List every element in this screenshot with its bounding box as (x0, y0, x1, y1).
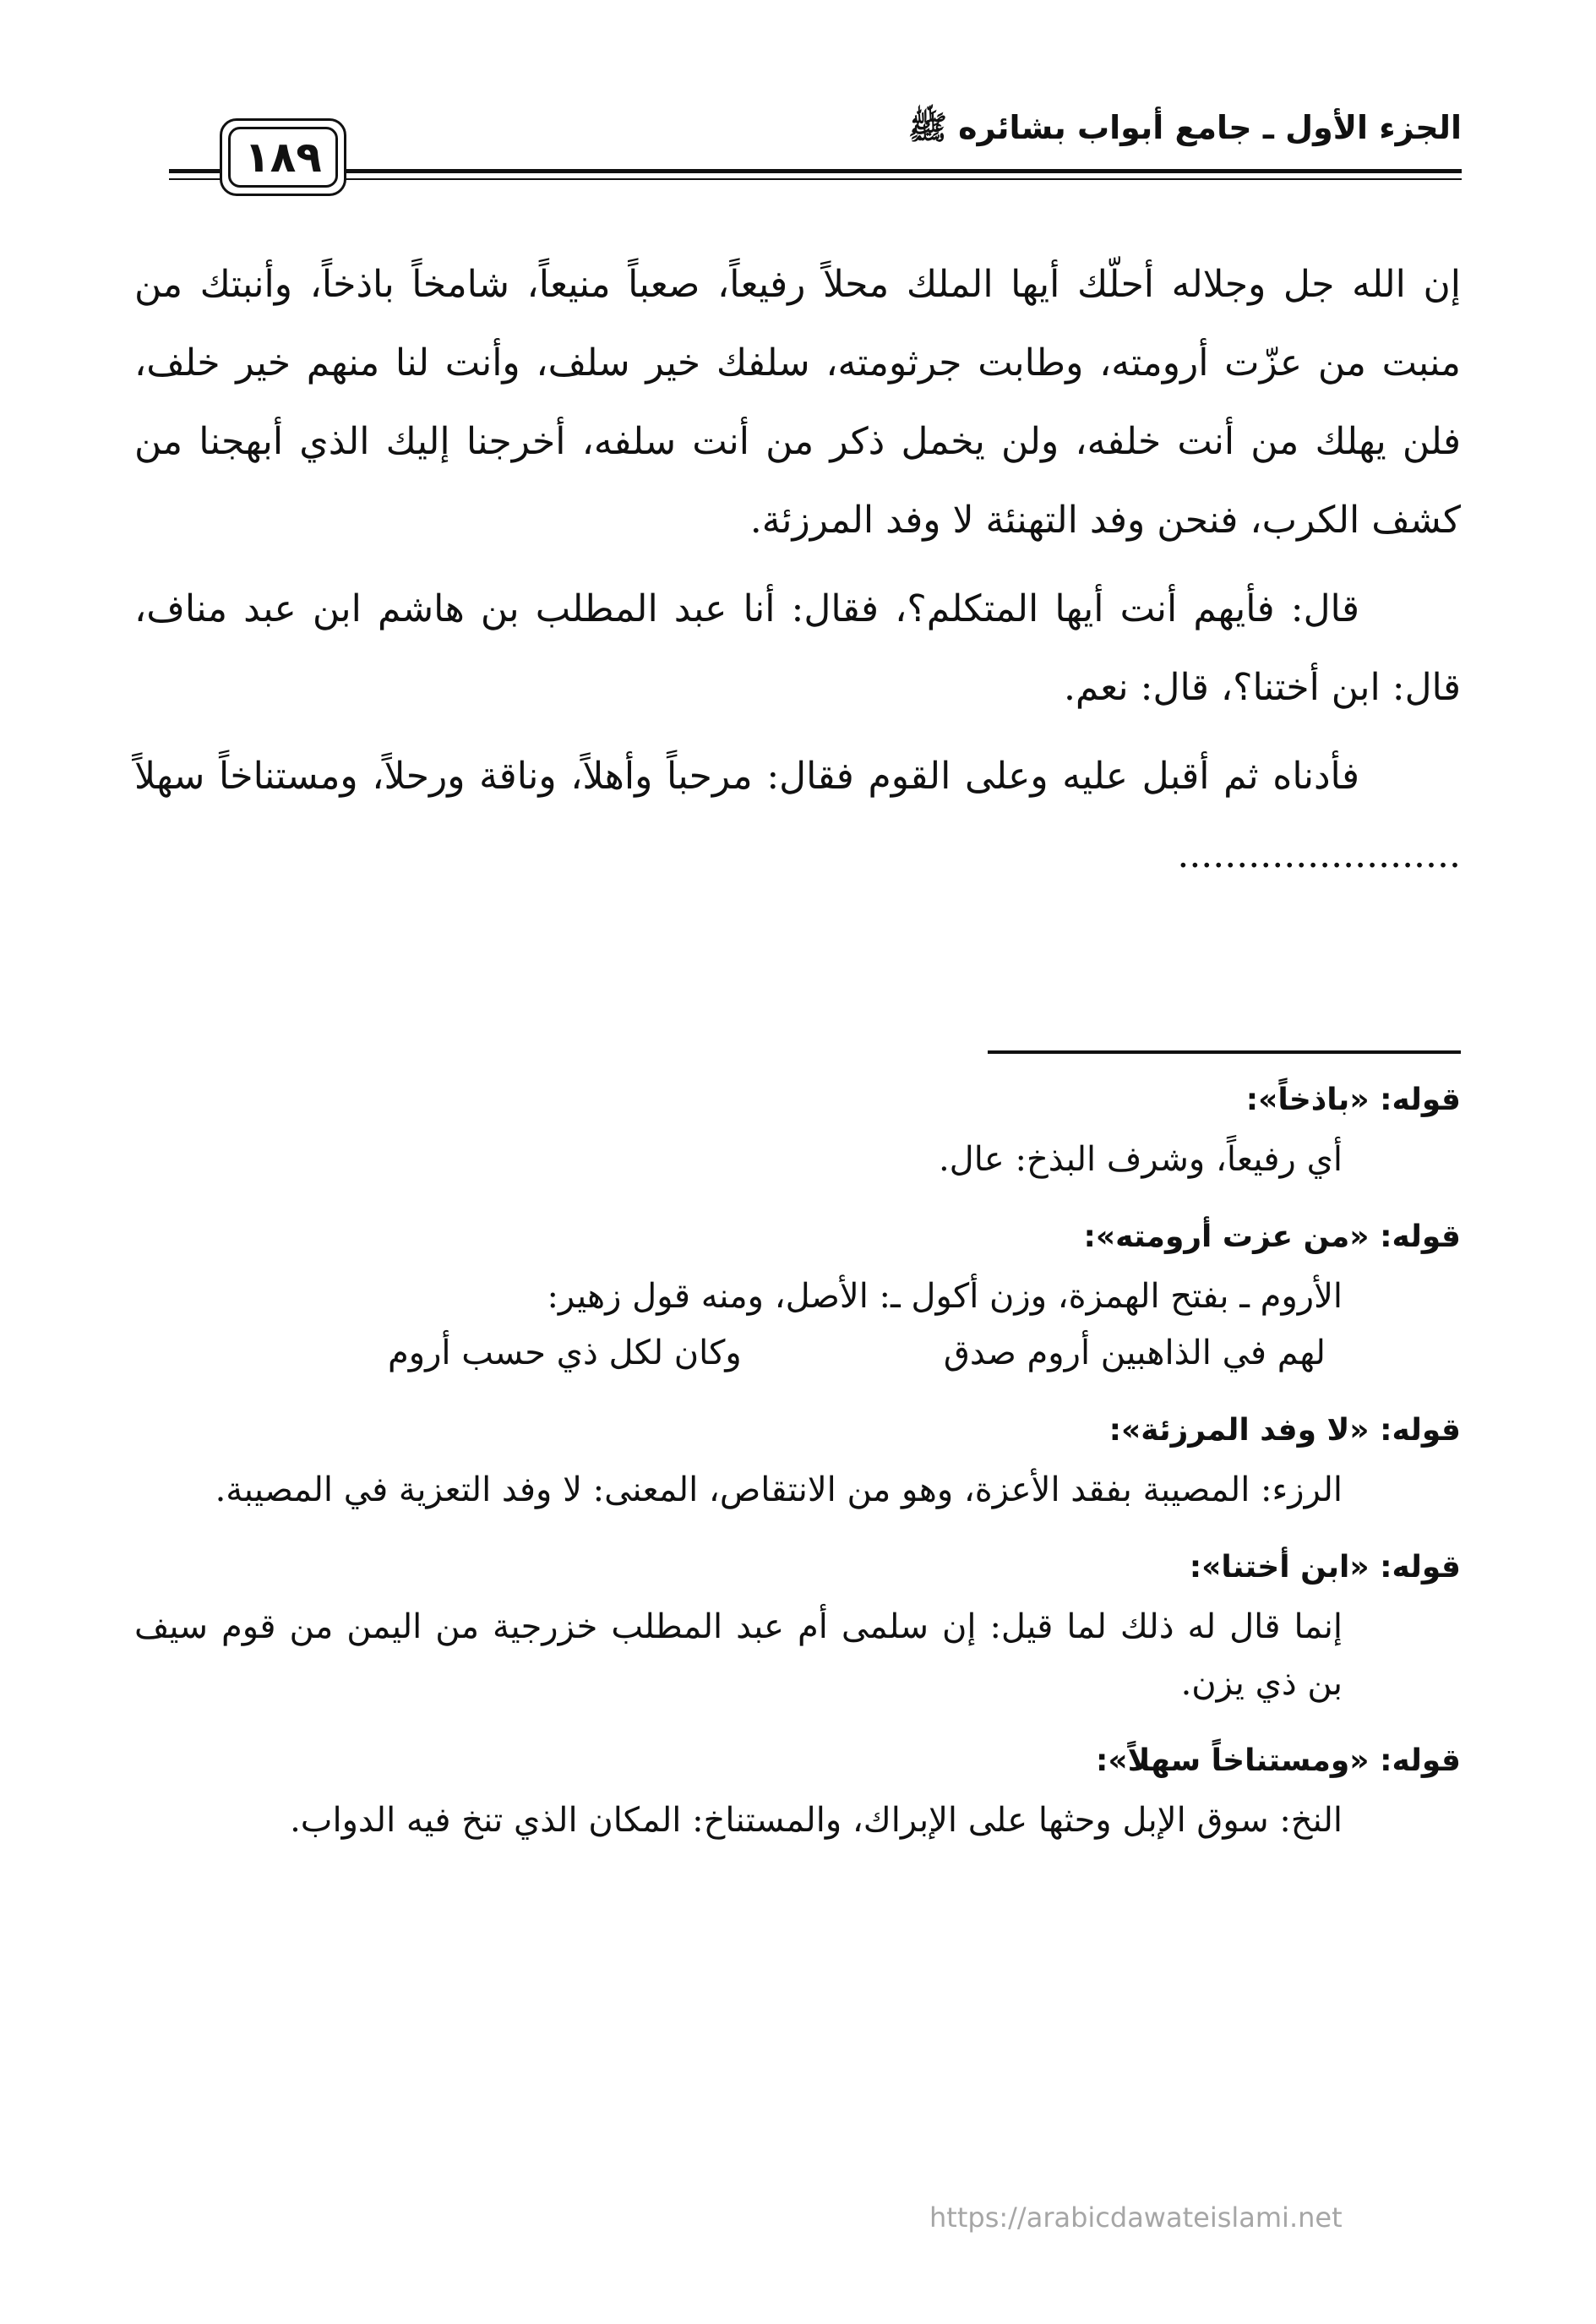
commentary-entry (134, 1402, 1461, 1519)
header-rule-thick (169, 169, 1462, 173)
main-paragraph-2: قال: فأيهم أنت أيها المتكلم؟، فقال: أنا عبد المطلب بن هاشم ابن عبد مناف، قال: ابن أختنا؟، قال: نعم. (134, 587, 1461, 709)
commentary-entry (134, 1732, 1461, 1849)
commentary-gloss: أي رفيعاً، وشرف البذخ: عال. (938, 1140, 1343, 1179)
main-paragraph-3 (134, 737, 1461, 894)
page-header (169, 101, 1462, 194)
commentary-entry (134, 1539, 1461, 1712)
commentary-entry (134, 1072, 1461, 1188)
commentary-lemma: قوله: «ابن أختنا»: (1189, 1550, 1461, 1585)
commentary-lemma: قوله: «من عزت أرومته»: (1083, 1219, 1461, 1254)
verse-first-hemistich: لهم في الذاهبين أروم صدق (943, 1334, 1326, 1372)
verse-second-hemistich: وكان لكل ذي حسب أروم (388, 1334, 742, 1372)
ellipsis-dots: ........................ (1177, 833, 1461, 876)
main-text (134, 245, 1461, 904)
footnote-separator (988, 1050, 1461, 1054)
page-number: ١٨٩ (244, 133, 322, 182)
header-rule-left-thick (169, 169, 220, 173)
page-number-frame (220, 118, 346, 196)
commentary-entry (134, 1208, 1461, 1382)
commentary-lemma: قوله: «لا وفد المرزئة»: (1108, 1413, 1461, 1448)
commentary-gloss: الأروم ـ بفتح الهمزة، وزن أكول ـ: الأصل، ومنه قول زهير: (547, 1277, 1343, 1316)
commentary-lemma: قوله: «باذخاً»: (1245, 1083, 1461, 1117)
main-paragraph-3-text: فأدناه ثم أقبل عليه وعلى القوم فقال: مرحباً وأهلاً، وناقة ورحلاً، ومستناخاً سهلاً (134, 755, 1359, 798)
commentary-lemma: قوله: «ومستناخاً سهلاً»: (1095, 1743, 1461, 1778)
commentary-section (134, 1072, 1461, 1869)
header-rule-left-thin (169, 178, 220, 180)
commentary-gloss: النخ: سوق الإبل وحثها على الإبراك، والمستناخ: المكان الذي تنخ فيه الدواب. (290, 1801, 1343, 1840)
commentary-gloss: إنما قال له ذلك لما قيل: إن سلمى أم عبد المطلب خزرجية من اليمن من قوم سيف بن ذي يزن. (134, 1607, 1343, 1703)
running-title: الجزء الأول ـ جامع أبواب بشائره ﷺ (908, 109, 1462, 146)
header-rule-thin (169, 178, 1462, 180)
poetry-verse (388, 1325, 1326, 1382)
commentary-gloss: الرزء: المصيبة بفقد الأعزة، وهو من الانتقاص، المعنى: لا وفد التعزية في المصيبة. (215, 1470, 1343, 1509)
main-paragraph-1: إن الله جل وجلاله أحلّك أيها الملك محلاً رفيعاً، صعباً منيعاً، شامخاً باذخاً، وأنبتك من منبت من عزّت أرومته، وطابت جرثومته، سلفك خير سلف، وأنت لنا منهم خير خلف، فلن يهلك من أنت خلفه، ولن يخمل ذكر من أنت سلفه، أخرجنا إليك الذي أبهجنا من كشف الكرب، فنحن وفد التهنئة لا وفد المرزئة. (134, 263, 1462, 542)
watermark-url: https://arabicdawateislami.net (929, 2201, 1343, 2234)
